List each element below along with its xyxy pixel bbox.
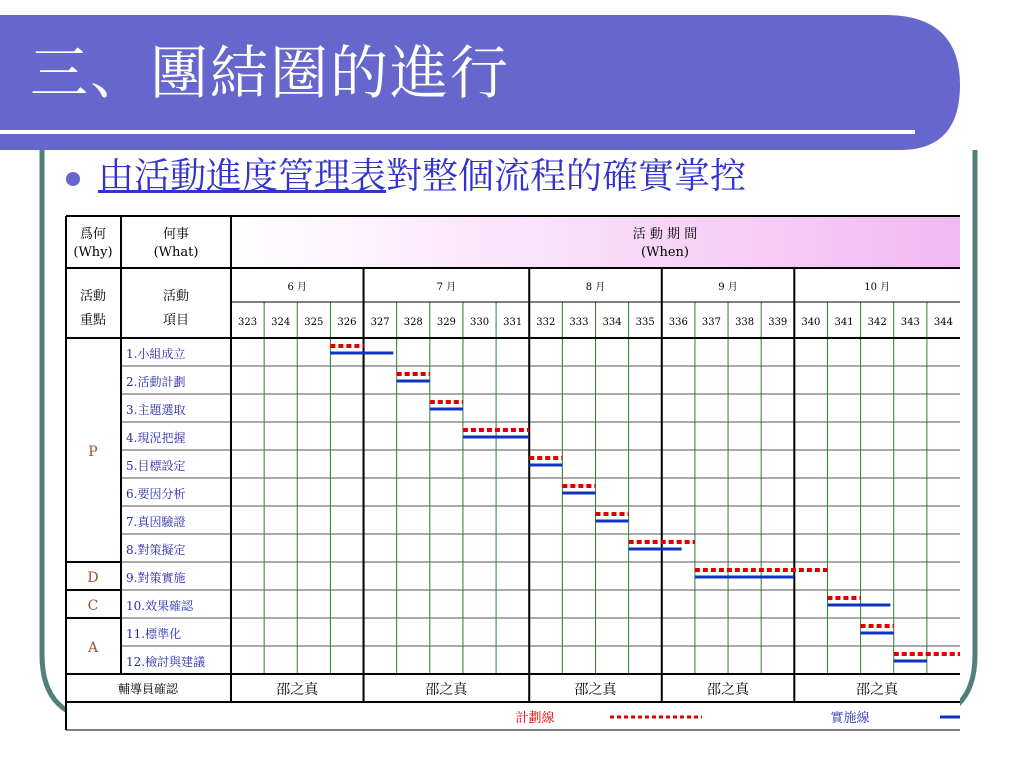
- group-label: D: [87, 570, 99, 586]
- legend-plan-label: 計劃線: [515, 711, 555, 726]
- advisor-name: 邵之真: [574, 682, 617, 698]
- week-number: 341: [834, 317, 854, 328]
- task-label: 9.對策實施: [126, 571, 186, 585]
- why-header: 爲何: [79, 227, 107, 242]
- week-number: 326: [337, 317, 357, 328]
- advisor-name: 邵之真: [425, 682, 468, 698]
- week-number: 333: [569, 317, 589, 328]
- week-number: 337: [701, 317, 722, 328]
- advisor-name: 邵之真: [276, 682, 319, 698]
- week-number: 331: [503, 317, 523, 328]
- week-number: 328: [403, 317, 423, 328]
- week-number: 334: [602, 317, 622, 328]
- week-number: 340: [801, 317, 821, 328]
- week-number: 336: [668, 317, 688, 328]
- month-label: 8 月: [585, 282, 606, 293]
- month-label: 10 月: [864, 282, 891, 293]
- week-number: 325: [304, 317, 324, 328]
- group-label: A: [87, 640, 99, 656]
- when-header-en: (When): [641, 245, 689, 260]
- task-label: 5.目標設定: [126, 459, 186, 473]
- advisor-label: 輔導員確認: [117, 682, 179, 696]
- task-label: 6.要因分析: [126, 487, 186, 501]
- item-header-1: 活動: [162, 289, 190, 304]
- week-number: 323: [238, 317, 258, 328]
- what-header: 何事: [162, 227, 190, 242]
- week-number: 342: [867, 317, 887, 328]
- when-header-background: [231, 216, 960, 268]
- slide-title: 三、團結圈的進行: [30, 39, 511, 107]
- advisor-name: 邵之真: [707, 682, 750, 698]
- subtitle-text: 對整個流程的確實掌控: [386, 156, 747, 197]
- month-label: 9 月: [718, 282, 738, 293]
- task-label: 1.小組成立: [126, 347, 186, 361]
- task-label: 12.檢討與建議: [126, 655, 206, 669]
- when-header: 活 動 期 間: [632, 227, 698, 242]
- week-number: 327: [370, 317, 390, 328]
- why-header-en: (Why): [73, 245, 113, 260]
- table-background: [66, 216, 960, 730]
- task-label: 8.對策擬定: [126, 543, 186, 557]
- task-label: 3.主題選取: [126, 403, 186, 417]
- focus-header-1: 活動: [79, 289, 107, 304]
- week-number: 344: [933, 317, 953, 328]
- item-header-2: 項目: [162, 313, 190, 328]
- week-number: 335: [635, 317, 655, 328]
- task-label: 7.真因驗證: [126, 515, 186, 529]
- subtitle-link[interactable]: 由活動進度管理表: [98, 156, 387, 197]
- what-header-en: (What): [153, 245, 199, 260]
- month-label: 6 月: [287, 282, 308, 293]
- week-number: 330: [469, 317, 490, 328]
- focus-header-2: 重點: [79, 313, 107, 328]
- group-label: C: [87, 598, 99, 614]
- task-label: 4.現況把握: [126, 431, 186, 445]
- week-number: 343: [900, 317, 920, 328]
- week-number: 332: [536, 317, 556, 328]
- task-label: 10.效果確認: [126, 599, 194, 613]
- month-label: 7 月: [436, 282, 457, 293]
- task-label: 11.標準化: [126, 627, 182, 641]
- task-label: 2.活動計劃: [126, 375, 186, 389]
- advisor-name: 邵之真: [856, 682, 899, 698]
- legend-actual-label: 實施線: [830, 711, 870, 726]
- week-number: 324: [271, 317, 291, 328]
- week-number: 338: [735, 317, 755, 328]
- group-label: P: [88, 444, 98, 460]
- week-number: 339: [768, 317, 788, 328]
- week-number: 329: [436, 317, 456, 328]
